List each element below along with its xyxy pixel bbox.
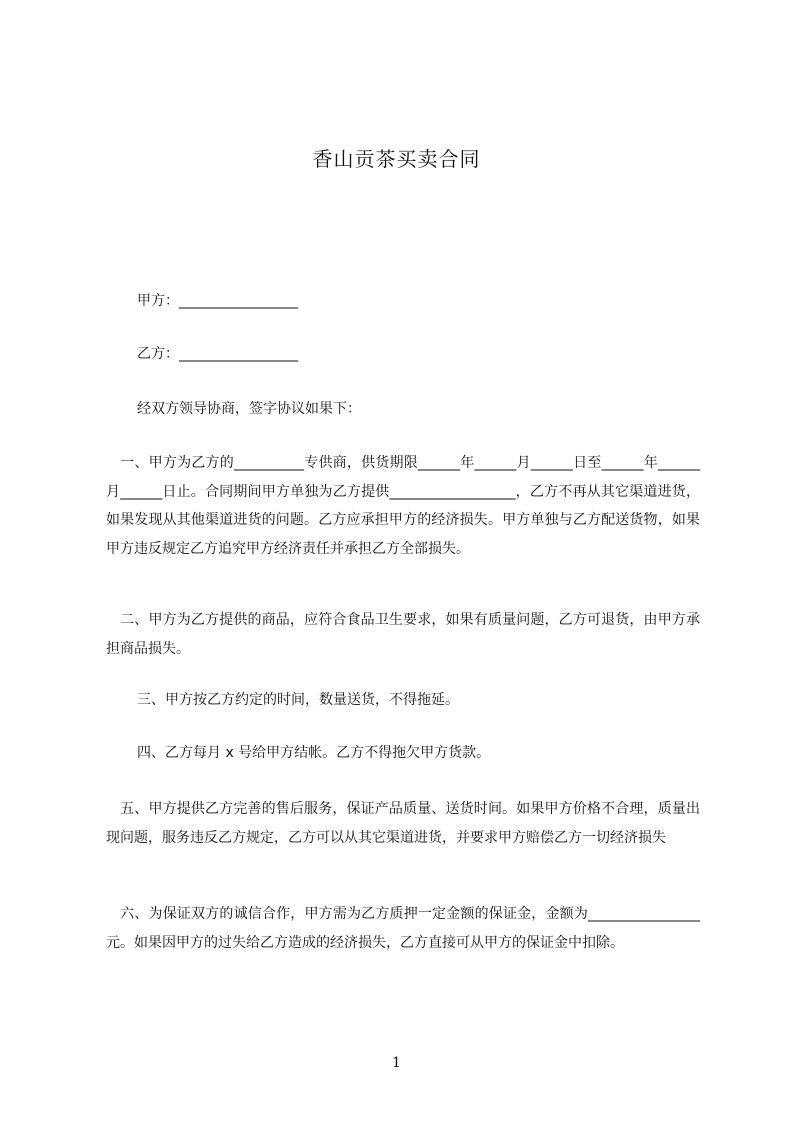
document-title: 香山贡茶买卖合同: [312, 147, 481, 171]
intro-line: 经双方领导协商，签字协议如果下：: [137, 401, 361, 417]
party-b-line: 乙方：_________________: [137, 346, 298, 362]
clause-3: 三、甲方按乙方约定的时间，数量送货，不得拖延。: [137, 692, 459, 708]
clause-4: 四、乙方每月 x 号给甲方结帐。乙方不得拖欠甲方货款。: [137, 745, 491, 761]
clause-2: 二、甲方为乙方提供的商品，应符合食品卫生要求，如果有质量问题，乙方可退货，由甲方承担商品损失。: [106, 612, 700, 657]
clause-6: 六、为保证双方的诚信合作，甲方需为乙方质押一定金额的保证金，金额为________________元。如果因甲方的过失给乙方造成的经济损失，乙方直接可从甲方的保证金中扣除。: [106, 906, 700, 951]
party-a-line: 甲方：_________________: [137, 293, 298, 309]
clause-1: 一、甲方为乙方的__________专供商，供货期限______年______月______日至______年______月______日止。合同期间甲方单独为乙方提供__________________，乙方不再从其它渠道进货，如果发现从其他渠道进货的问题。乙方应承担甲方的经济损失。甲方单独与乙方配送货物，如果甲方违反规定乙方追究甲方经济责任并承担乙方全部损失。: [106, 455, 700, 557]
clause-5: 五、甲方提供乙方完善的售后服务，保证产品质量、送货时间。如果甲方价格不合理，质量出现问题，服务违反乙方规定，乙方可以从其它渠道进货，并要求甲方赔偿乙方一切经济损失: [106, 801, 700, 846]
page-number: 1: [392, 1055, 401, 1071]
